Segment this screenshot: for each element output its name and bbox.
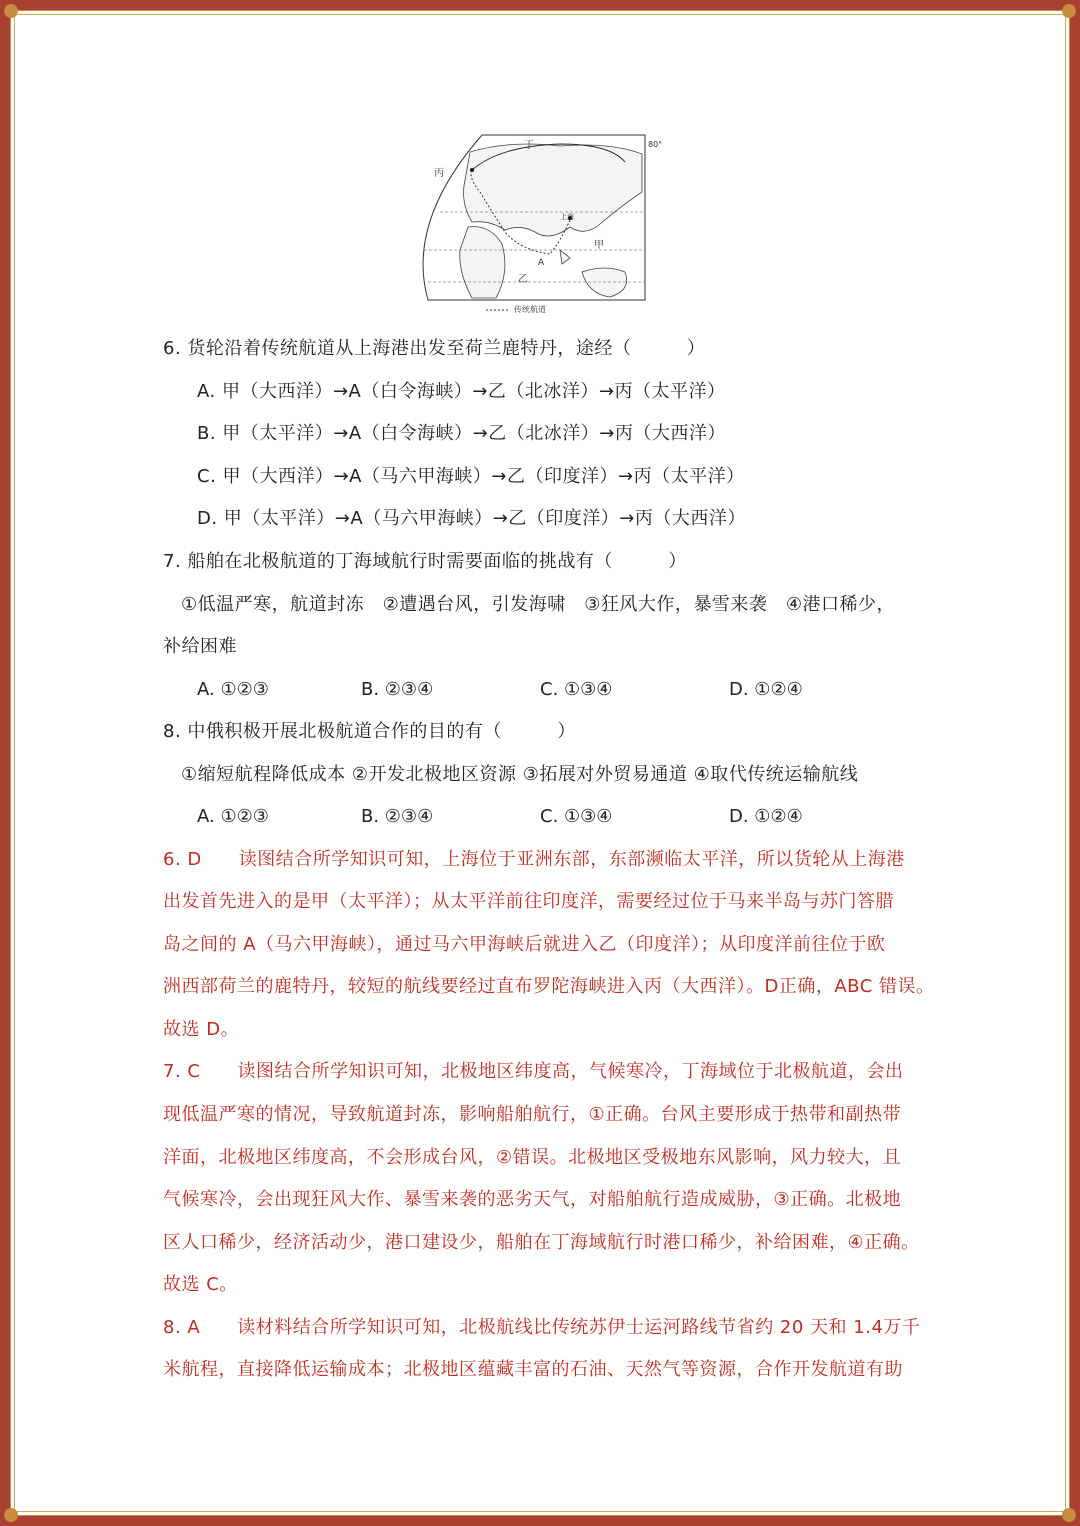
q8-option-c: C. ①③④ — [540, 806, 613, 827]
answer-6-line: 出发首先进入的是甲（太平洋）；从太平洋前往印度洋，需要经过位于马来半岛与苏门答腊 — [163, 891, 894, 912]
q7-option-a: A. ①②③ — [197, 679, 269, 700]
answer-6-line: 6. D 读图结合所学知识可知，上海位于亚洲东部，东部濒临太平洋，所以货轮从上海港 — [163, 849, 905, 870]
q8-items: ①缩短航程降低成本 ②开发北极地区资源 ③拓展对外贸易通道 ④取代传统运输航线 — [181, 764, 859, 785]
q7-items: ①低温严寒，航道封冻 ②遭遇台风，引发海啸 ③狂风大作，暴雪来袭 ④港口稀少， — [181, 594, 896, 615]
map-label-80: 80° — [648, 140, 663, 149]
answer-8-line: 米航程，直接降低运输成本；北极地区蕴藏丰富的石油、天然气等资源，合作开发航道有助 — [163, 1359, 903, 1380]
q6-option-d: D. 甲（太平洋）→A（马六甲海峡）→乙（印度洋）→丙（大西洋） — [197, 508, 746, 529]
answer-6-line: 故选 D。 — [163, 1019, 240, 1040]
corner-ornament — [4, 4, 18, 18]
q7-option-b: B. ②③④ — [361, 679, 434, 700]
answer-6-line: 洲西部荷兰的鹿特丹，较短的航线要经过直布罗陀海峡进入丙（大西洋）。D正确，ABC 错误。 — [163, 976, 935, 997]
q8-option-d: D. ①②④ — [729, 806, 803, 827]
q7-option-d: D. ①②④ — [729, 679, 803, 700]
q7-stem: 7. 船舶在北极航道的丁海域航行时需要面临的挑战有（ ） — [163, 551, 687, 572]
answer-7-line: 故选 C。 — [163, 1274, 238, 1295]
map-svg — [410, 132, 666, 316]
answer-6-line: 岛之间的 A（马六甲海峡），通过马六甲海峡后就进入乙（印度洋）；从印度洋前往位于欧 — [163, 934, 886, 955]
q6-option-a: A. 甲（大西洋）→A（白令海峡）→乙（北冰洋）→丙（太平洋） — [197, 381, 726, 402]
answer-7-line: 现低温严寒的情况，导致航道封冻，影响船舶航行，①正确。台风主要形成于热带和副热带 — [163, 1104, 902, 1125]
route-map — [410, 132, 666, 316]
answer-7-line: 7. C 读图结合所学知识可知，北极地区纬度高，气候寒冷，丁海域位于北极航道，会出 — [163, 1061, 904, 1082]
answer-7-line: 气候寒冷，会出现狂风大作、暴雪来袭的恶劣天气，对船舶航行造成威胁，③正确。北极地 — [163, 1189, 902, 1210]
map-label-a: A — [538, 258, 545, 268]
map-label-ding: 丁 — [524, 140, 534, 151]
map-legend: 传统航道 — [514, 305, 546, 314]
map-label-bing: 丙 — [434, 168, 444, 179]
q8-option-a: A. ①②③ — [197, 806, 269, 827]
q7-items-cont: 补给困难 — [163, 636, 237, 657]
q8-stem: 8. 中俄积极开展北极航道合作的目的有（ ） — [163, 721, 576, 742]
q8-option-b: B. ②③④ — [361, 806, 434, 827]
corner-ornament — [1062, 4, 1076, 18]
q7-option-c: C. ①③④ — [540, 679, 613, 700]
corner-ornament — [1062, 1508, 1076, 1522]
answer-7-line: 洋面，北极地区纬度高，不会形成台风，②错误。北极地区受极地东风影响，风力较大，且 — [163, 1147, 902, 1168]
q6-option-c: C. 甲（大西洋）→A（马六甲海峡）→乙（印度洋）→丙（太平洋） — [197, 466, 745, 487]
map-label-yi: 乙 — [518, 274, 528, 285]
answer-8-line: 8. A 读材料结合所学知识可知，北极航线比传统苏伊士运河路线节省约 20 天和 1.4万千 — [163, 1317, 921, 1338]
corner-ornament — [4, 1508, 18, 1522]
q6-stem: 6. 货轮沿着传统航道从上海港出发至荷兰鹿特丹，途经（ ） — [163, 338, 706, 359]
answer-7-line: 区人口稀少，经济活动少，港口建设少，船舶在丁海域航行时港口稀少，补给困难，④正确。 — [163, 1232, 920, 1253]
map-label-jia: 甲 — [594, 240, 604, 251]
map-label-shanghai: 上海 — [560, 213, 574, 221]
q6-option-b: B. 甲（太平洋）→A（白令海峡）→乙（北冰洋）→丙（大西洋） — [197, 423, 726, 444]
